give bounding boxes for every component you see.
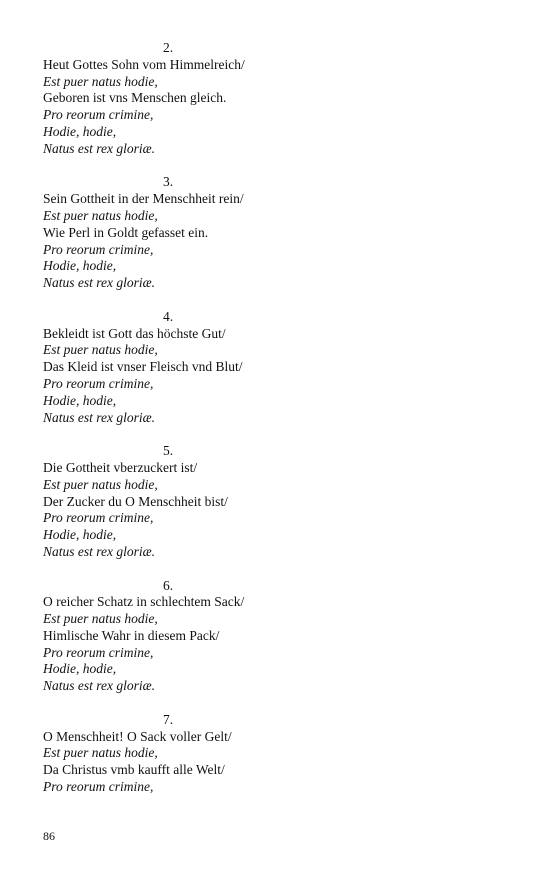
refrain-line: Hodie, hodie, — [43, 527, 117, 543]
stanza-number: 6. — [162, 577, 174, 593]
refrain-line: Natus est rex gloriæ. — [43, 678, 156, 694]
refrain-line: Natus est rex gloriæ. — [43, 140, 156, 156]
verse-line: Das Kleid ist vnser Fleisch vnd Blut/ — [43, 359, 243, 375]
refrain-line: Pro reorum crimine, — [43, 644, 154, 660]
verse-line: Der Zucker du O Menschheit bist/ — [43, 493, 228, 509]
refrain-line: Pro reorum crimine, — [43, 510, 154, 526]
refrain-line: Pro reorum crimine, — [43, 107, 154, 123]
verse-line: Sein Gottheit in der Menschheit rein/ — [43, 191, 244, 207]
refrain-line: Hodie, hodie, — [43, 258, 117, 274]
stanza — [43, 712, 293, 796]
verse-line: Die Gottheit vberzuckert ist/ — [43, 459, 198, 475]
refrain-line: Est puer natus hodie, — [43, 745, 158, 761]
refrain-line: Hodie, hodie, — [43, 661, 117, 677]
refrain-line: Est puer natus hodie, — [43, 476, 158, 492]
song-text — [43, 40, 293, 813]
verse-line: Da Christus vmb kaufft alle Welt/ — [43, 762, 225, 778]
verse-line: Wie Perl in Goldt gefasset ein. — [43, 224, 209, 240]
refrain-line: Pro reorum crimine, — [43, 241, 154, 257]
stanza — [43, 40, 293, 158]
stanza — [43, 174, 293, 292]
verse-line: Geboren ist vns Menschen gleich. — [43, 90, 227, 106]
refrain-line: Hodie, hodie, — [43, 123, 117, 139]
refrain-line: Hodie, hodie, — [43, 392, 117, 408]
refrain-line: Pro reorum crimine, — [43, 779, 154, 795]
stanza-number: 5. — [162, 443, 174, 459]
verse-line: Heut Gottes Sohn vom Himmelreich/ — [43, 56, 245, 72]
stanza — [43, 443, 293, 561]
stanza-list — [43, 40, 293, 796]
refrain-line: Est puer natus hodie, — [43, 342, 158, 358]
verse-line: O reicher Schatz in schlechtem Sack/ — [43, 594, 245, 610]
refrain-line: Est puer natus hodie, — [43, 207, 158, 223]
stanza-number: 3. — [162, 174, 174, 190]
stanza-number: 4. — [162, 308, 174, 324]
refrain-line: Natus est rex gloriæ. — [43, 409, 156, 425]
stanza-number: 7. — [162, 711, 174, 727]
refrain-line: Est puer natus hodie, — [43, 611, 158, 627]
verse-line: Himlische Wahr in diesem Pack/ — [43, 627, 220, 643]
refrain-line: Natus est rex gloriæ. — [43, 543, 156, 559]
refrain-line: Pro reorum crimine, — [43, 375, 154, 391]
verse-line: O Menschheit! O Sack voller Gelt/ — [43, 728, 232, 744]
stanza — [43, 309, 293, 427]
page-number: 86 — [43, 829, 55, 843]
stanza — [43, 578, 293, 696]
verse-line: Bekleidt ist Gott das höchste Gut/ — [43, 325, 226, 341]
refrain-line: Natus est rex gloriæ. — [43, 275, 156, 291]
stanza-number: 2. — [162, 40, 174, 55]
refrain-line: Est puer natus hodie, — [43, 73, 158, 89]
